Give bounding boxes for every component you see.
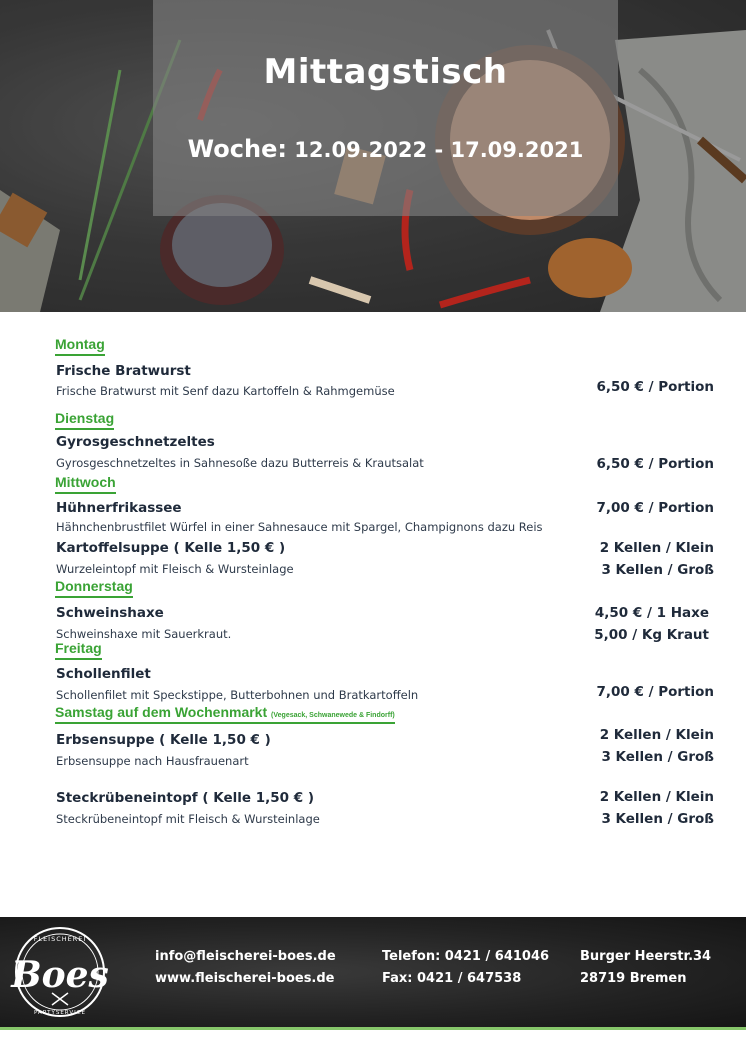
dish-name-frikassee: Hühnerfrikassee (56, 500, 182, 516)
footer-web-contacts (155, 946, 336, 990)
dish-price-bratwurst: 6,50 € / Portion (596, 379, 714, 395)
dish-price-kartoffelsuppe-large: 3 Kellen / Groß (601, 562, 714, 578)
footer-street: Burger Heerstr.34 (580, 949, 712, 964)
dish-price-scholle: 7,00 € / Portion (596, 684, 714, 700)
logo-bottom-text: PARTYSERVICE (33, 1010, 87, 1016)
dish-name-bratwurst: Frische Bratwurst (56, 363, 191, 379)
dish-name-erbsensuppe: Erbsensuppe ( Kelle 1,50 € ) (56, 732, 271, 748)
dish-price-erbsensuppe-large: 3 Kellen / Groß (601, 749, 714, 765)
samstag-markets-note: (Vegesack, Schwanewede & Findorff) (271, 712, 395, 719)
logo-wordmark: Boes (11, 954, 109, 996)
dish-desc-bratwurst: Frische Bratwurst mit Senf dazu Kartoffeln & Rahmgemüse (56, 384, 395, 398)
header-image (0, 0, 746, 312)
week-dates: 12.09.2022 - 17.09.2021 (294, 138, 584, 162)
dish-price-schweinshaxe-haxe: 4,50 € / 1 Haxe (594, 605, 709, 621)
footer-fax: Fax: 0421 / 647538 (382, 971, 522, 986)
dish-name-schweinshaxe: Schweinshaxe (56, 605, 164, 621)
day-heading-dienstag: Dienstag (55, 410, 114, 430)
menu-list (0, 312, 746, 917)
dish-desc-schweinshaxe: Schweinshaxe mit Sauerkraut. (56, 627, 232, 641)
dish-price-gyros: 6,50 € / Portion (596, 456, 714, 472)
dish-price-schweinshaxe-kraut: 5,00 / Kg Kraut (594, 627, 709, 643)
day-heading-freitag: Freitag (55, 640, 102, 660)
day-heading-montag: Montag (55, 336, 105, 356)
day-heading-donnerstag: Donnerstag (55, 578, 133, 598)
dish-price-steckrueben-large: 3 Kellen / Groß (601, 811, 714, 827)
footer (0, 917, 746, 1027)
dish-price-erbsensuppe-small: 2 Kellen / Klein (599, 727, 714, 743)
dish-desc-gyros: Gyrosgeschnetzeltes in Sahnesoße dazu Butterreis & Krautsalat (56, 456, 424, 470)
dish-name-scholle: Schollenfilet (56, 666, 151, 682)
footer-phone-contacts (382, 946, 549, 990)
dish-price-frikassee: 7,00 € / Portion (596, 500, 714, 516)
page-title: Mittagstisch (263, 52, 508, 92)
footer-phone: Telefon: 0421 / 641046 (382, 949, 550, 964)
logo-top-text: FLEISCHEREI (33, 935, 87, 943)
dish-desc-steckrueben: Steckrübeneintopf mit Fleisch & Wursteinlage (56, 812, 320, 826)
dish-desc-erbsensuppe: Erbsensuppe nach Hausfrauenart (56, 754, 249, 768)
dish-price-kartoffelsuppe-small: 2 Kellen / Klein (599, 540, 714, 556)
footer-address (580, 946, 711, 990)
footer-accent-line (0, 1027, 746, 1030)
footer-website[interactable]: www.fleischerei-boes.de (155, 971, 335, 986)
title-overlay (153, 0, 618, 216)
dish-desc-kartoffelsuppe: Wurzeleintopf mit Fleisch & Wursteinlage (56, 562, 294, 576)
dish-name-steckrueben: Steckrübeneintopf ( Kelle 1,50 € ) (56, 790, 315, 806)
day-heading-mittwoch: Mittwoch (55, 474, 116, 494)
week-range (163, 135, 608, 163)
dish-name-gyros: Gyrosgeschnetzeltes (56, 434, 215, 450)
footer-email[interactable]: info@fleischerei-boes.de (155, 949, 336, 964)
dish-desc-scholle: Schollenfilet mit Speckstippe, Butterbohnen und Bratkartoffeln (56, 688, 419, 702)
dish-price-steckrueben-small: 2 Kellen / Klein (599, 789, 714, 805)
week-label: Woche: (187, 135, 287, 163)
footer-city: 28719 Bremen (580, 971, 687, 986)
dish-name-kartoffelsuppe: Kartoffelsuppe ( Kelle 1,50 € ) (56, 540, 286, 556)
samstag-title: Samstag auf dem Wochenmarkt (55, 704, 268, 720)
day-heading-samstag (55, 704, 395, 724)
dish-desc-frikassee: Hähnchenbrustfilet Würfel in einer Sahnesauce mit Spargel, Champignons dazu Reis (56, 520, 543, 534)
boes-logo (8, 925, 112, 1020)
